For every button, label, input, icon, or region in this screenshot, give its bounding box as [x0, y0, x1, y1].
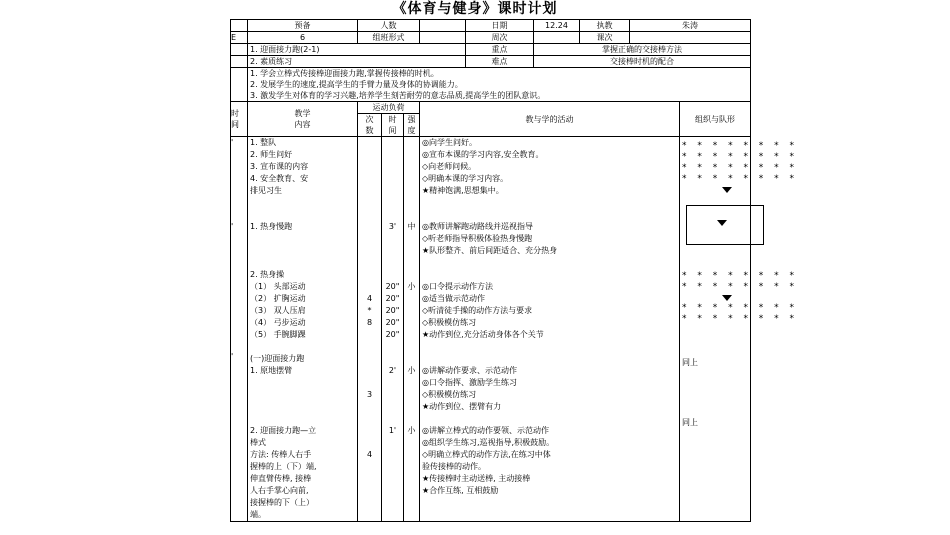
organization-note: 同上	[682, 418, 698, 427]
lesson-body-row	[231, 137, 751, 522]
organization-header: 组织与队形	[680, 102, 751, 137]
activity-line: ◎适当做示范动作	[422, 294, 485, 303]
content-line: 2. 师生问好	[250, 150, 293, 159]
activity-line: ◎口令提示动作方法	[422, 282, 493, 291]
document-title: 《体育与健身》课时计划	[392, 1, 558, 17]
organization-note: 同上	[682, 358, 698, 367]
time-header-top: 时	[231, 109, 239, 118]
date-value: 12.24	[534, 20, 580, 32]
duration-value: 3'	[388, 222, 397, 231]
duration-header-bottom: 间	[388, 126, 397, 135]
duration-value: 20"	[385, 330, 400, 339]
teacher-position-icon	[717, 220, 727, 226]
content-line: 伸直臂传棒, 接棒	[250, 474, 312, 483]
lesson-value	[630, 32, 751, 44]
activities-column	[420, 137, 680, 522]
intensity-value: 小	[407, 366, 416, 375]
student-formation-row: * * * * * * * *	[682, 271, 799, 281]
label-cell	[231, 68, 248, 102]
objectives-row	[231, 68, 751, 102]
header-cell	[231, 20, 248, 32]
activity-line: ◎宣布本课的学习内容,安全教育。	[422, 150, 544, 159]
content-item-2: 2. 素质练习	[248, 56, 466, 68]
content-line: 1. 原地摆臂	[250, 366, 293, 375]
activity-line: ◎教师讲解跑动路线并巡视指导	[422, 222, 533, 231]
content-header-bottom: 内容	[294, 120, 311, 129]
class-number: 6	[248, 32, 358, 44]
content-line: （3） 双人压肩	[250, 306, 306, 315]
activity-line: ◎组织学生练习,巡视指导,积极鼓励。	[422, 438, 555, 447]
time-column	[231, 137, 248, 522]
content-header-top: 教学	[294, 109, 311, 118]
student-formation-row: * * * * * * * *	[682, 282, 799, 292]
student-formation-row: * * * * * * * *	[682, 314, 799, 324]
duration-column	[382, 137, 404, 522]
header-cell: E	[231, 32, 248, 44]
activity-line: ◇积极模仿练习	[422, 390, 477, 399]
student-formation-row: * * * * * * * *	[682, 152, 799, 162]
teacher-position-icon	[722, 295, 732, 301]
difficulty-label: 难点	[466, 56, 534, 68]
count-value: *	[367, 306, 372, 315]
duration-value: 1'	[388, 426, 397, 435]
count-column	[358, 137, 382, 522]
content-item-1: 1. 迎面接力跑(2-1)	[248, 44, 466, 56]
activity-line: ★合作互练, 互相鼓励	[422, 486, 499, 495]
activity-line: ◎讲解立棒式的动作要领、示范动作	[422, 426, 549, 435]
intensity-value: 小	[407, 282, 416, 291]
class-form-value	[420, 32, 466, 44]
running-area-diagram	[686, 205, 764, 245]
activity-line: ◇明确立棒式的动作方法,在练习中体	[422, 450, 551, 459]
activity-line: 验传接棒的动作。	[422, 462, 486, 471]
label-cell	[231, 44, 248, 56]
headcount-value	[420, 20, 466, 32]
key-value: 掌握正确的交接棒方法	[534, 44, 751, 56]
activity-line: ◎讲解动作要求、示范动作	[422, 366, 517, 375]
headcount-label: 人数	[358, 20, 420, 32]
student-formation-row: * * * * * * * *	[682, 163, 799, 173]
activity-line: ◎向学生问好。	[422, 138, 477, 147]
content-line: （4） 弓步运动	[250, 318, 306, 327]
count-value: 4	[366, 294, 373, 303]
objective-item: 1. 学会立棒式传接棒迎面接力跑,掌握传接棒的时机。	[250, 69, 439, 78]
content-line: 2. 迎面接力跑—立	[250, 426, 317, 435]
duration-value: 2'	[388, 366, 397, 375]
activity-line: ★队形整齐、前后间距适合、充分热身	[422, 246, 558, 255]
intensity-value: 中	[407, 222, 416, 231]
activity-line: ★动作到位、摆臂有力	[422, 402, 502, 411]
duration-value: 20"	[385, 294, 400, 303]
time-mark: '	[231, 138, 234, 147]
intensity-header	[404, 114, 420, 137]
content-line: 2. 热身操	[250, 270, 285, 279]
student-formation-row: * * * * * * * *	[682, 141, 799, 151]
objectives-cell	[248, 68, 751, 102]
grade-cell: 预备	[248, 20, 358, 32]
header-row-2	[231, 32, 751, 44]
activity-line: ◇明确本课的学习内容。	[422, 174, 509, 183]
date-label: 日期	[466, 20, 534, 32]
column-header-row-1	[231, 102, 751, 114]
key-label: 重点	[466, 44, 534, 56]
difficulty-value: 交接棒时机的配合	[534, 56, 751, 68]
activity-line: ★动作到位,充分活动身体各个关节	[422, 330, 544, 339]
content-line: （5） 手腕脚踝	[250, 330, 306, 339]
activity-line: ★传接棒时主动送棒, 主动接棒	[422, 474, 531, 483]
content-line: 4. 安全教育、安	[250, 174, 309, 183]
organization-column	[680, 137, 799, 522]
content-column	[248, 137, 358, 522]
duration-value: 20"	[385, 318, 400, 327]
activity-line: ◇向老师问候。	[422, 162, 477, 171]
student-formation-row: * * * * * * * *	[682, 303, 799, 313]
activity-line: ◇积极模仿练习	[422, 318, 477, 327]
intensity-column	[404, 137, 420, 522]
count-value: 3	[366, 390, 373, 399]
duration-value: 20"	[385, 306, 400, 315]
teacher-label: 执教	[580, 20, 630, 32]
teacher-value: 朱涛	[630, 20, 751, 32]
count-value: 8	[366, 318, 373, 327]
activity-line: ★精神饱满,思想集中。	[422, 186, 504, 195]
count-header	[358, 114, 382, 137]
time-mark: '	[231, 222, 234, 231]
duration-header-top: 时	[388, 115, 397, 124]
content-line: 3. 宣布课的内容	[250, 162, 309, 171]
activity-line: ◎口令指挥、激励学生练习	[422, 378, 517, 387]
time-header-bottom: 间	[231, 120, 239, 129]
label-cell	[231, 56, 248, 68]
content-line: 握棒的上（下）端,	[250, 462, 317, 471]
count-value: 4	[366, 450, 373, 459]
time-header	[231, 102, 248, 137]
lesson-plan-table	[230, 19, 799, 522]
header-row-1	[231, 20, 751, 32]
objective-item: 3. 激发学生对体育的学习兴趣,培养学生刻苦耐劳的意志品质,提高学生的团队意识。	[250, 91, 546, 100]
lesson-label: 课次	[580, 32, 630, 44]
intensity-value: 小	[407, 426, 416, 435]
class-form-label: 组班形式	[358, 32, 420, 44]
week-label: 周次	[466, 32, 534, 44]
intensity-header-top: 强	[407, 115, 416, 124]
lesson-plan-document	[230, 19, 799, 535]
duration-value: 20"	[385, 282, 400, 291]
content-line: 接握棒的下（上）	[250, 498, 314, 507]
student-formation-row: * * * * * * * *	[682, 174, 799, 184]
duration-header	[382, 114, 404, 137]
intensity-header-bottom: 度	[407, 126, 416, 135]
time-mark: '	[231, 352, 234, 361]
activity-line: ◇听老师指导积极体验热身慢跑	[422, 234, 533, 243]
content-line: （2） 扩胸运动	[250, 294, 306, 303]
load-header: 运动负荷	[358, 102, 420, 114]
content-line: 人右手掌心向前,	[250, 486, 309, 495]
content-row-2	[231, 56, 751, 68]
count-header-bottom: 数	[365, 126, 374, 135]
activities-header: 教与学的活动	[420, 102, 680, 137]
content-line: 1. 整队	[250, 138, 277, 147]
content-line: （1） 头部运动	[250, 282, 306, 291]
count-header-top: 次	[365, 115, 374, 124]
content-line: (一)迎面接力跑	[250, 354, 305, 363]
objective-item: 2. 发展学生的速度,提高学生的手臂力量及身体的协调能力。	[250, 80, 463, 89]
week-value	[534, 32, 580, 44]
content-header	[248, 102, 358, 137]
content-line: 排见习生	[250, 186, 282, 195]
content-line: 1. 热身慢跑	[250, 222, 293, 231]
content-row-1	[231, 44, 751, 56]
content-line: 方法: 传棒人右手	[250, 450, 312, 459]
content-line: 棒式	[250, 438, 266, 447]
teacher-position-icon	[722, 187, 732, 193]
content-line: 端。	[250, 510, 266, 519]
activity-line: ◇听清徒手操的动作方法与要求	[422, 306, 533, 315]
